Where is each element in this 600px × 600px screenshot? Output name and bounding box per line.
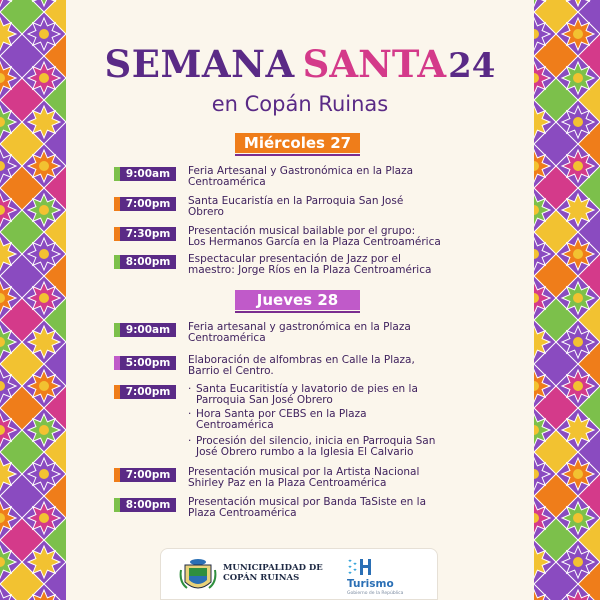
pattern-dot — [573, 161, 583, 171]
pattern-dot — [39, 117, 49, 127]
event-description — [188, 226, 508, 248]
time-label: 5:00pm — [120, 356, 176, 370]
pattern-dot — [573, 469, 583, 479]
time-badge — [114, 227, 176, 241]
event-description-line: Feria Artesanal y Gastronómica en la Plaza — [188, 165, 414, 177]
right-decorative-border — [534, 0, 600, 600]
poster-subtitle: en Copán Ruinas — [211, 92, 389, 116]
day-header-miercoles — [235, 133, 360, 153]
pattern-dot — [39, 205, 49, 215]
geometric-pattern — [534, 0, 600, 600]
time-badge — [114, 356, 176, 370]
municipality-line: MUNICIPALIDAD DE — [223, 563, 323, 573]
pattern-dot — [39, 337, 49, 347]
time-label: 8:00pm — [120, 498, 176, 512]
sponsor-logos — [160, 548, 438, 600]
time-label: 8:00pm — [120, 255, 176, 269]
pattern-dot — [39, 557, 49, 567]
time-badge — [114, 468, 176, 482]
event-description-line: Obrero — [188, 206, 224, 218]
event-description — [188, 322, 508, 344]
event-description-line: Espectacular presentación de Jazz por el — [188, 253, 401, 265]
pattern-dot — [573, 513, 583, 523]
pattern-dot — [39, 73, 49, 83]
day-underline — [235, 154, 360, 156]
time-label: 7:00pm — [120, 197, 176, 211]
pattern-dot — [573, 249, 583, 259]
poster-title — [66, 42, 534, 86]
bullet-line: Santa Eucaritistía y lavatorio de pies en la — [196, 383, 418, 395]
geometric-pattern — [0, 0, 66, 600]
day-header-jueves — [235, 290, 360, 310]
bullet-line: Parroquia San José Obrero — [196, 394, 333, 406]
bullet-line: Hora Santa por CEBS en la Plaza — [196, 408, 367, 420]
tourism-name: Turismo — [347, 578, 394, 590]
municipality-seal-icon — [179, 556, 217, 596]
pattern-dot — [39, 469, 49, 479]
time-badge — [114, 167, 176, 181]
time-label: 7:30pm — [120, 227, 176, 241]
pattern-dot — [39, 381, 49, 391]
event-description — [188, 166, 508, 188]
title-word-santa: SANTA — [302, 42, 447, 86]
tourism-h-logo-icon — [347, 557, 373, 577]
municipality-line: COPÁN RUINAS — [223, 573, 300, 583]
day-label: Miércoles 27 — [243, 134, 352, 152]
pattern-dot — [39, 161, 49, 171]
time-label: 7:00pm — [120, 385, 176, 399]
time-badge — [114, 385, 176, 399]
pattern-dot — [573, 425, 583, 435]
pattern-dot — [39, 513, 49, 523]
time-badge — [114, 197, 176, 211]
pattern-dot — [573, 337, 583, 347]
pattern-dot — [573, 117, 583, 127]
municipality-name — [223, 563, 323, 583]
event-description-line: Presentación musical por la Artista Nacional — [188, 466, 420, 478]
title-word-semana: SEMANA — [104, 42, 295, 86]
day-underline — [235, 311, 360, 313]
event-bullet: · Procesión del silencio, inicia en Parroquia San José Obrero rumbo a la Iglesia El Calvario — [188, 436, 508, 458]
pattern-dot — [39, 293, 49, 303]
time-badge — [114, 498, 176, 512]
time-label: 9:00am — [120, 167, 176, 181]
pattern-dot — [573, 205, 583, 215]
bullet-line: José Obrero rumbo a la Iglesia El Calvario — [196, 446, 414, 458]
event-description-line: Centroamérica — [188, 176, 266, 188]
pattern-dot — [573, 29, 583, 39]
left-decorative-border — [0, 0, 66, 600]
tourism-subtitle: Gobierno de la República — [347, 591, 404, 596]
event-description-line: Feria artesanal y gastronómica en la Plaza — [188, 321, 411, 333]
event-description — [188, 196, 508, 218]
bullet-line: Centroamérica — [196, 419, 274, 431]
pattern-dot — [39, 29, 49, 39]
pattern-dot — [573, 293, 583, 303]
poster-panel — [66, 0, 534, 600]
title-year: 24 — [448, 46, 496, 86]
bullet-line: Procesión del silencio, inicia en Parroquia San — [196, 435, 436, 447]
event-description — [188, 467, 508, 489]
time-label: 7:00pm — [120, 468, 176, 482]
event-description-line: Shirley Paz en la Plaza Centroamérica — [188, 477, 387, 489]
event-description — [188, 254, 508, 276]
pattern-dot — [39, 425, 49, 435]
event-description-line: Barrio el Centro. — [188, 365, 274, 377]
event-description-line: Presentación musical por Banda TaSiste en la — [188, 496, 427, 508]
time-badge — [114, 255, 176, 269]
event-description-line: maestro: Jorge Ríos en la Plaza Centroamérica — [188, 264, 432, 276]
day-label: Jueves 28 — [256, 291, 339, 309]
event-description-line: Plaza Centroamérica — [188, 507, 297, 519]
event-description-line: Santa Eucaristía en la Parroquia San José — [188, 195, 404, 207]
event-description-line: Presentación musical bailable por el grupo: — [188, 225, 416, 237]
pattern-dot — [573, 73, 583, 83]
event-description-line: Centroamérica — [188, 332, 266, 344]
time-badge — [114, 323, 176, 337]
pattern-dot — [39, 249, 49, 259]
time-label: 9:00am — [120, 323, 176, 337]
pattern-dot — [573, 557, 583, 567]
event-description-line: Los Hermanos García en la Plaza Centroamérica — [188, 236, 441, 248]
event-bullet: · Santa Eucaritistía y lavatorio de pies en la Parroquia San José Obrero — [188, 384, 508, 406]
event-description — [188, 497, 508, 519]
pattern-dot — [573, 381, 583, 391]
event-description — [188, 355, 508, 377]
event-bullet: · Hora Santa por CEBS en la Plaza Centroamérica — [188, 409, 508, 431]
event-description-line: Elaboración de alfombras en Calle la Plaza, — [188, 354, 415, 366]
